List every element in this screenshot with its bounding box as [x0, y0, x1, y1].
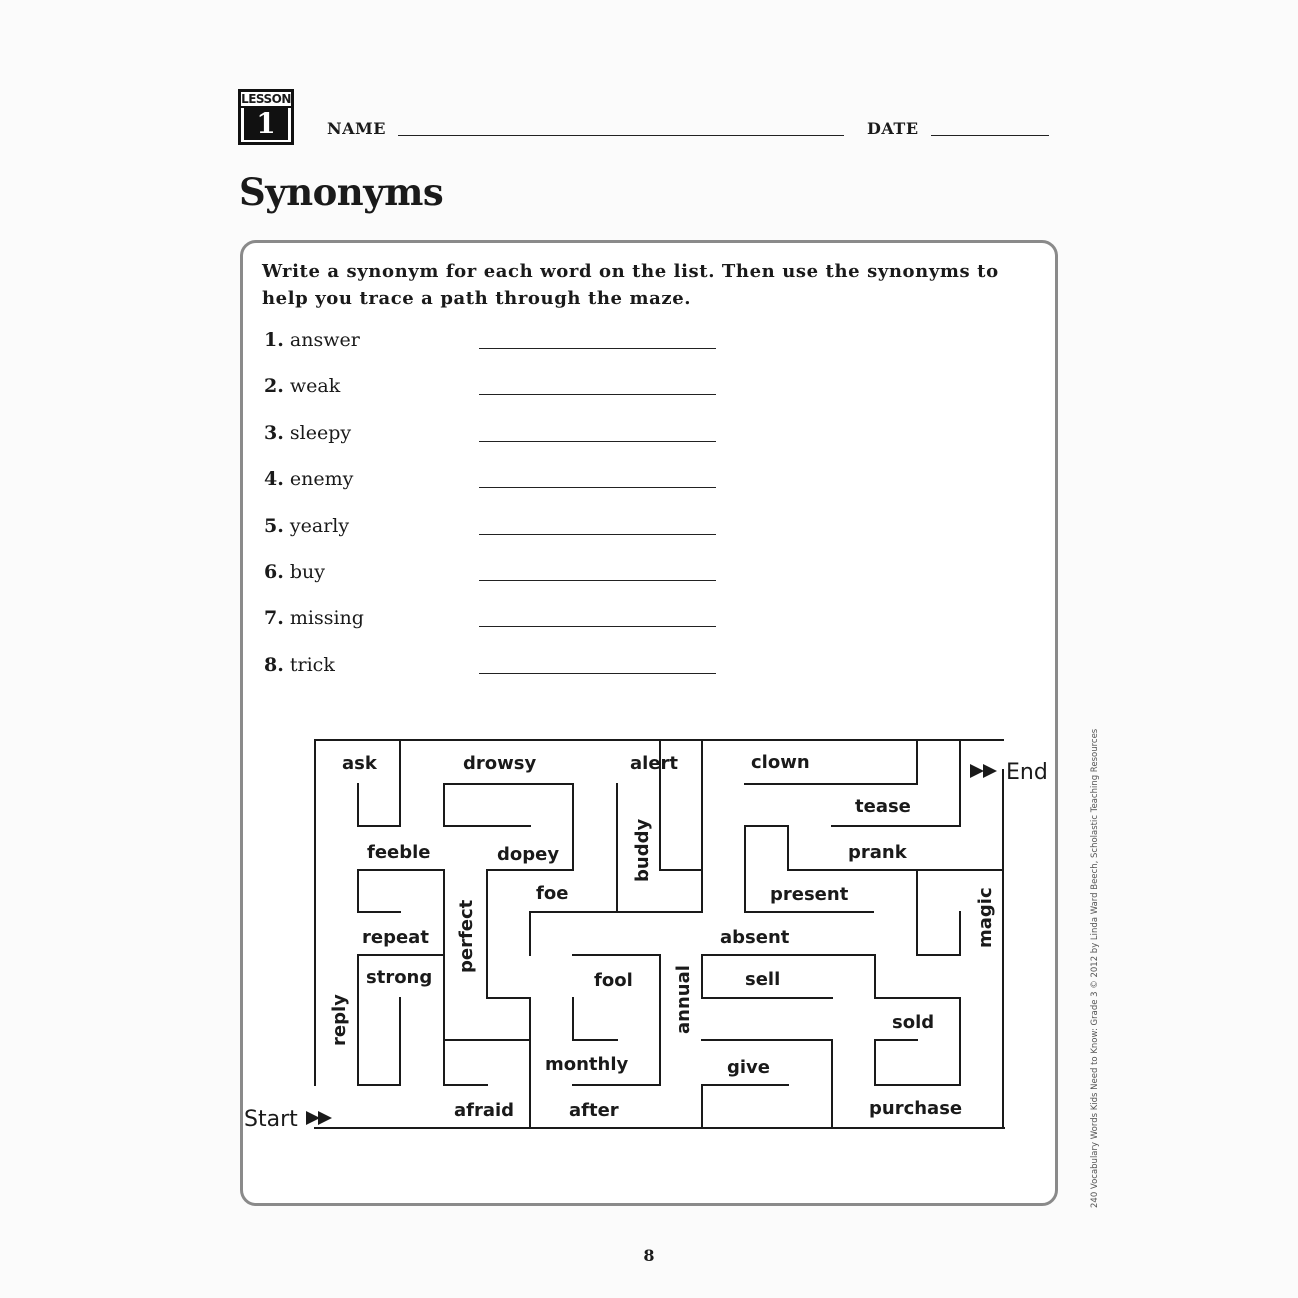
maze-word: magic — [975, 887, 996, 948]
maze-word: clown — [751, 752, 810, 773]
item-word: yearly — [289, 515, 350, 537]
item-word: trick — [289, 654, 335, 676]
lesson-number: 1 — [244, 108, 288, 140]
maze-word: purchase — [869, 1098, 963, 1119]
copyright-credit: 240 Vocabulary Words Kids Need to Know: Grade 3 © 2012 by Linda Ward Beech, Scholastic Teaching Resources — [1090, 728, 1100, 1208]
item-number: 2. — [264, 375, 284, 397]
maze-word: annual — [673, 965, 694, 1034]
item-number: 8. — [264, 654, 284, 676]
maze-word: tease — [855, 796, 911, 817]
maze-word: foe — [536, 883, 569, 904]
item-word: sleepy — [289, 422, 352, 444]
item-number: 6. — [264, 561, 284, 583]
item-word: answer — [289, 329, 360, 351]
maze-word: monthly — [545, 1054, 629, 1075]
item-word: buy — [289, 561, 326, 583]
end-arrow-icon — [970, 764, 997, 778]
maze-word: dopey — [497, 844, 560, 865]
maze-word: afraid — [454, 1100, 515, 1121]
item-word: missing — [289, 607, 364, 629]
maze-word: alert — [630, 753, 679, 774]
name-label: NAME — [327, 119, 386, 138]
maze-word: after — [569, 1100, 619, 1121]
maze-word: drowsy — [463, 753, 537, 774]
start-arrow-icon — [306, 1111, 332, 1125]
maze-word: prank — [848, 842, 907, 863]
maze-word: absent — [720, 927, 790, 948]
lesson-label: LESSON — [241, 92, 291, 106]
instructions: Write a synonym for each word on the list. Then use the synonyms to help you trace a path through the maze. — [262, 261, 999, 309]
maze-word: sell — [745, 969, 781, 990]
page-title: Synonyms — [239, 170, 444, 214]
maze-word: reply — [329, 994, 350, 1046]
item-word: weak — [289, 375, 341, 397]
item-number: 5. — [264, 515, 284, 537]
item-number: 3. — [264, 422, 284, 444]
item-number: 1. — [264, 329, 284, 351]
maze-word: buddy — [632, 818, 653, 882]
start-label: Start — [244, 1107, 298, 1132]
item-word: enemy — [289, 468, 354, 490]
maze-word: present — [770, 884, 849, 905]
maze-word: repeat — [362, 927, 429, 948]
item-number: 7. — [264, 607, 284, 629]
maze-word: fool — [594, 970, 633, 991]
maze-word: sold — [892, 1012, 935, 1033]
maze-word: ask — [342, 753, 377, 774]
maze-word: perfect — [456, 899, 477, 973]
date-label: DATE — [867, 119, 919, 138]
end-label: End — [1006, 760, 1048, 785]
maze-word: give — [727, 1057, 770, 1078]
maze-word: feeble — [367, 842, 431, 863]
maze-word: strong — [366, 967, 433, 988]
item-number: 4. — [264, 468, 284, 490]
page-number: 8 — [643, 1246, 655, 1265]
